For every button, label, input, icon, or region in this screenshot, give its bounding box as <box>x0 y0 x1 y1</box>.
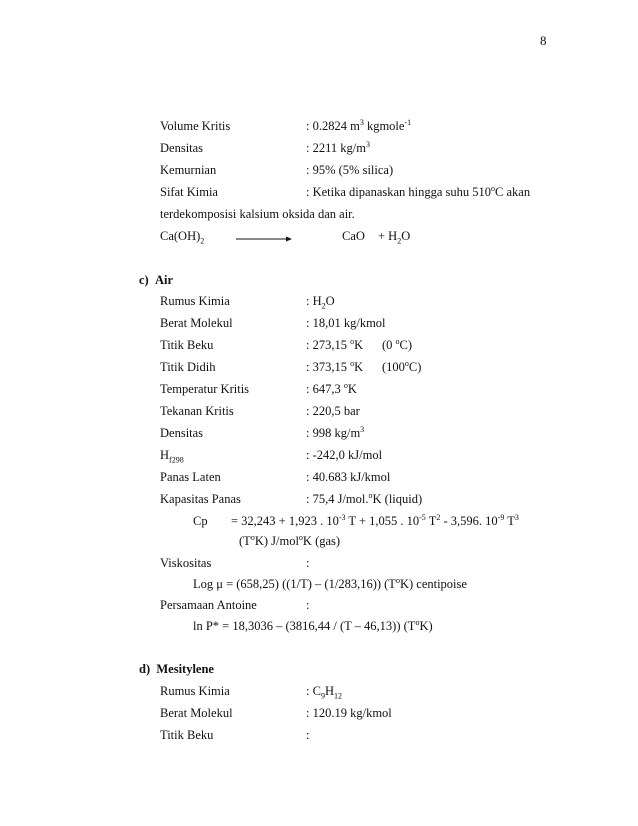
label-densitas-air: Densitas <box>160 426 204 440</box>
label-kemurnian: Kemurnian <box>160 163 217 177</box>
label-volume-kritis: Volume Kritis <box>160 119 231 133</box>
value-densitas-air: : 998 $kg/m^3$ <box>306 424 365 440</box>
cp-equation: = 32,243 + 1,923 . $10^{-3}$ T + 1,055 . $10^{-5}$ $T^2 - 3,596$. $10^{-9}$ $T^3$ <box>231 512 519 528</box>
value-berat-molekul: : 18,01 kg/kmol <box>306 316 386 330</box>
value-titik-beku-mesitylene: : <box>306 728 310 742</box>
cp-unit: $(T^oK)$ J/mol$^o$K (gas) <box>239 532 341 548</box>
label-antoine: Persamaan Antoine <box>160 598 257 612</box>
value-panas-laten: : 40.683 kJ/kmol <box>306 470 391 484</box>
value-rumus-kimia-mesitylene: : $C_9H_{12}$ <box>306 684 342 701</box>
label-viskositas: Viskositas <box>160 556 212 570</box>
value-densitas: : 2211 $kg/m^3$ <box>306 139 370 155</box>
reaction-product-water: + $H_2O$ <box>378 229 411 246</box>
section-heading-mesitylene: d) Mesitylene <box>139 662 214 676</box>
value-titik-didih-celsius: (100$^o$C) <box>382 358 422 374</box>
label-berat-molekul-mesitylene: Berat Molekul <box>160 706 233 720</box>
value-titik-didih: : 373,15 $^o$K <box>306 358 364 374</box>
value-berat-molekul-mesitylene: : 120.19 kg/kmol <box>306 706 392 720</box>
reaction-product-cao: CaO <box>342 229 365 243</box>
label-sifat-kimia: Sifat Kimia <box>160 185 218 199</box>
reaction-reactant: $Ca(OH)_2$ <box>160 229 205 246</box>
value-antoine: : <box>306 598 310 612</box>
value-viskositas: : <box>306 556 310 570</box>
cp-symbol: Cp <box>193 514 208 528</box>
value-hf298: : -242,0 kJ/mol <box>306 448 383 462</box>
viscosity-equation: Log μ = (658,25) ((1/T) – (1/283,16)) $(T^oK)$ centipoise <box>193 575 467 591</box>
value-volume-kritis: : 0.2824 $m^3$ kgmole$^{-1}$ <box>306 117 412 133</box>
label-titik-beku: Titik Beku <box>160 338 214 352</box>
value-tekanan-kritis: : 220,5 bar <box>306 404 360 418</box>
value-kapasitas-panas: : 75,4 J/mol.$^o$K (liquid) <box>306 490 423 506</box>
label-rumus-kimia-mesitylene: Rumus Kimia <box>160 684 230 698</box>
reaction-arrow-icon <box>236 234 292 244</box>
value-titik-beku-celsius: (0 $^o$C) <box>382 336 413 352</box>
antoine-equation: ln P* = 18,3036 – (3816,44 / (T – 46,13)) $(T^oK)$ <box>193 617 433 633</box>
label-hf298: $H_{f298}$ <box>160 448 184 465</box>
label-densitas: Densitas <box>160 141 204 155</box>
label-tekanan-kritis: Tekanan Kritis <box>160 404 234 418</box>
value-titik-beku: : 273,15 $^o$K <box>306 336 364 352</box>
page-number: 8 <box>540 33 547 48</box>
label-berat-molekul: Berat Molekul <box>160 316 233 330</box>
value-kemurnian: : 95% (5% silica) <box>306 163 394 177</box>
value-rumus-kimia: : $H_2O$ <box>306 294 335 311</box>
section-heading-air: c) Air <box>139 273 174 287</box>
label-temperatur-kritis: Temperatur Kritis <box>160 382 250 396</box>
label-titik-didih: Titik Didih <box>160 360 216 374</box>
value-sifat-kimia: : Ketika dipanaskan hingga suhu 510$^o$C akan <box>306 183 531 199</box>
label-rumus-kimia: Rumus Kimia <box>160 294 230 308</box>
label-titik-beku-mesitylene: Titik Beku <box>160 728 214 742</box>
label-panas-laten: Panas Laten <box>160 470 221 484</box>
value-temperatur-kritis: : 647,3 $^o$K <box>306 380 357 396</box>
label-kapasitas-panas: Kapasitas Panas <box>160 492 241 506</box>
sifat-kimia-continued: terdekomposisi kalsium oksida dan air. <box>160 207 355 221</box>
